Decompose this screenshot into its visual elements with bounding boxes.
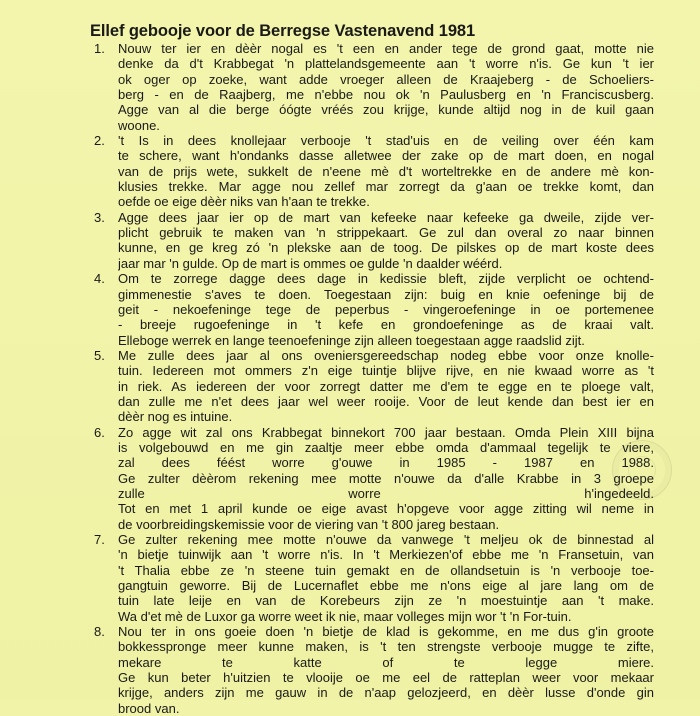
rule-text-line: Nouw ter ier en dèèr nogal es 't een en ander tege de grond gaat, motte nie <box>118 41 654 56</box>
rule-text-line: oefde oe eige dèèr niks van h'aan te trekke. <box>118 194 370 210</box>
rule-text-line: Nou ter in ons goeie doen 'n bietje de klad is gekomme, en me dus g'in groote <box>118 624 654 640</box>
rule-number: 4. <box>94 271 105 287</box>
rule-number: 1. <box>94 41 105 56</box>
rule-text-line: mekare te katte of te legge miere. <box>118 654 654 670</box>
rule-text-line: tuin late leije en van de Korebeurs zijn ze 'n moestuintje aan 't make. <box>118 593 654 609</box>
rule-text-line: is volgebouwd en me gin zaaltje meer ebbe omda d'ammaal tegelijk te viere, <box>118 439 654 455</box>
rule-item <box>94 133 654 210</box>
rule-text-line: Ge zulter rekening mee motte n'ouwe da vanwege 't meljeu ok de binnestad al <box>118 532 654 547</box>
rule-text-line: 't Thalia ebbe ze 'n steene tuin gemakt en de ollandsetuin is 'n verbooje toe- <box>118 562 654 578</box>
rules-list <box>94 41 654 716</box>
rule-text-line: Me zulle dees jaar al ons oveniersgereedschap nodeg ebbe voor onze knolle- <box>118 347 654 363</box>
rule-item <box>94 624 654 716</box>
rule-text-line: jaar mar 'n gulde. Op de mart is ommes oe gulde 'n daalder wéérd. <box>118 255 503 271</box>
rule-item <box>94 210 654 271</box>
rule-text-line: plicht gebruik te maken van 'n strippekaart. Ge zul dan overal zo naar binnen <box>118 225 654 241</box>
rule-text-line: te schere, want h'ondanks dasse alletwee der zake op de mart doen, en nogal <box>118 148 654 164</box>
rule-text-line: dèèr nog es intuine. <box>118 409 233 425</box>
rule-item <box>94 348 654 425</box>
rule-text-line: 'n bietje tuinwijk aan 't worre n'is. In 't Merkiezen'of ebbe me 'n Fransetuin, van <box>118 547 654 563</box>
rule-text-line: Agge dees jaar ier op de mart van kefeeke naar kefeeke ga dweile, zijde ver- <box>118 209 654 225</box>
rule-text-line: de voorbreidingskemissie voor de viering van 't 800 jareg bestaan. <box>118 516 500 532</box>
rule-text-line: in riek. As iedereen der voor zorregt datter me d'em te egge en te ploege valt, <box>118 378 654 394</box>
rule-item <box>94 41 654 133</box>
rule-text-line: brood van. <box>118 700 180 716</box>
rule-text-line: gangtuin geworre. Bij de Lucernaflet ebbe me n'ons eige al jare lang om de <box>118 578 654 594</box>
rule-number: 2. <box>94 133 105 149</box>
rule-text-line: Agge van al die berge óógte vréés zou krijge, kunde altijd nog in de kuil gaan <box>118 102 654 118</box>
rule-item <box>94 271 654 348</box>
rule-number: 8. <box>94 624 105 640</box>
rule-text-line: Ge kun beter h'uitzien te vlooije oe me eel de ratteplan weer voor mekaar <box>118 670 654 686</box>
rule-number: 3. <box>94 209 105 225</box>
rule-text-line: van de prijs wete, sukkelt de n'eene mè d't worteltrekke en de andere mè kon- <box>118 163 654 179</box>
rule-text-line: Tot en met 1 april kunde oe eige avast h'opgeve voor agge zitting wil neme in <box>118 501 654 517</box>
rule-number: 6. <box>94 424 105 440</box>
rule-number: 5. <box>94 347 105 363</box>
rule-item <box>94 425 654 532</box>
rule-text-line: klusies trekke. Mar agge nou zellef mar zorregt da g'aan oe trekke komt, dan <box>118 179 654 195</box>
rule-text-line: zal dees féést worre g'ouwe in 1985 - 1987 en 1988. <box>118 455 654 471</box>
rule-text-line: Ge zulter dèèrom rekening mee motte n'ouwe da d'alle Krabbe in 3 groepe <box>118 470 654 486</box>
rule-text-line: zulle worre h'ingedeeld. <box>118 485 654 501</box>
rule-text-line: bokkesspronge meer kunne maken, is 't ten strengste verbooje mugge te zifte, <box>118 639 654 655</box>
rule-text-line: Om te zorrege dagge dees dage in kedissie bleft, zijde verplicht oe ochtend- <box>118 271 654 287</box>
rule-text-line: gimmenestie s'aves te doen. Toegestaan zijn: buig en knie oefeninge bij de <box>118 286 654 302</box>
rule-text-line: tuin. Iedereen mot ommers z'n eige tuintje blijve rijve, en nie kwaad worre as 't <box>118 363 654 379</box>
rule-item <box>94 532 654 624</box>
rule-number: 7. <box>94 532 105 547</box>
rule-text-line: krijge, anders zijn me gauw in de n'aap gelozjeerd, en dèèr lusse d'onde gin <box>118 685 654 701</box>
rule-text-line: 't Is in dees knollejaar verbooje 't stad'uis en de veiling over één kam <box>118 133 654 149</box>
rule-text-line: woone. <box>118 117 160 133</box>
rule-text-line: Zo agge wit zal ons Krabbegat binnekort 700 jaar bestaan. Omda Plein XIII bijna <box>118 424 654 440</box>
rule-text-line: geit - nekoefeninge tege de peperbus - vingeroefeninge in oe portemenee <box>118 301 654 317</box>
rule-text-line: Wa d'et mè de Luxor ga worre weet ik nie, maar volleges mijn wor 't 'n For-tuin. <box>118 608 572 624</box>
document-title: Ellef gebooje voor de Berregse Vastenavend 1981 <box>90 22 476 40</box>
rule-text-line: Elleboge werrek en lange teenoefeninge zijn alleen toegestaan agge raadslid zijt. <box>118 332 585 348</box>
rule-text-line: ok oger op zoeke, want adde vroeger alleen de Kraajeberg - de Schoeliers- <box>118 71 654 87</box>
rule-text-line: berg - en de Raajberg, me n'ebbe nou ok 'n Paulusberg en 'n Franciscusberg. <box>118 87 654 103</box>
rule-text-line: denke da d't Krabbegat 'n plattelandsgemeente aan 't worre n'is. Ge kun 't ier <box>118 56 654 72</box>
rule-text-line: kunne, en ge kreg zó 'n plekske aan de toog. De pilskes op de mart koste dees <box>118 240 654 256</box>
rule-text-line: - breeje rugoefeninge in 't kefe en grondoefeninge as de kraai valt. <box>118 317 654 333</box>
rule-text-line: dan zulle me n'et dees jaar wel weer rooije. Voor de leut kende dan best ier en <box>118 393 654 409</box>
